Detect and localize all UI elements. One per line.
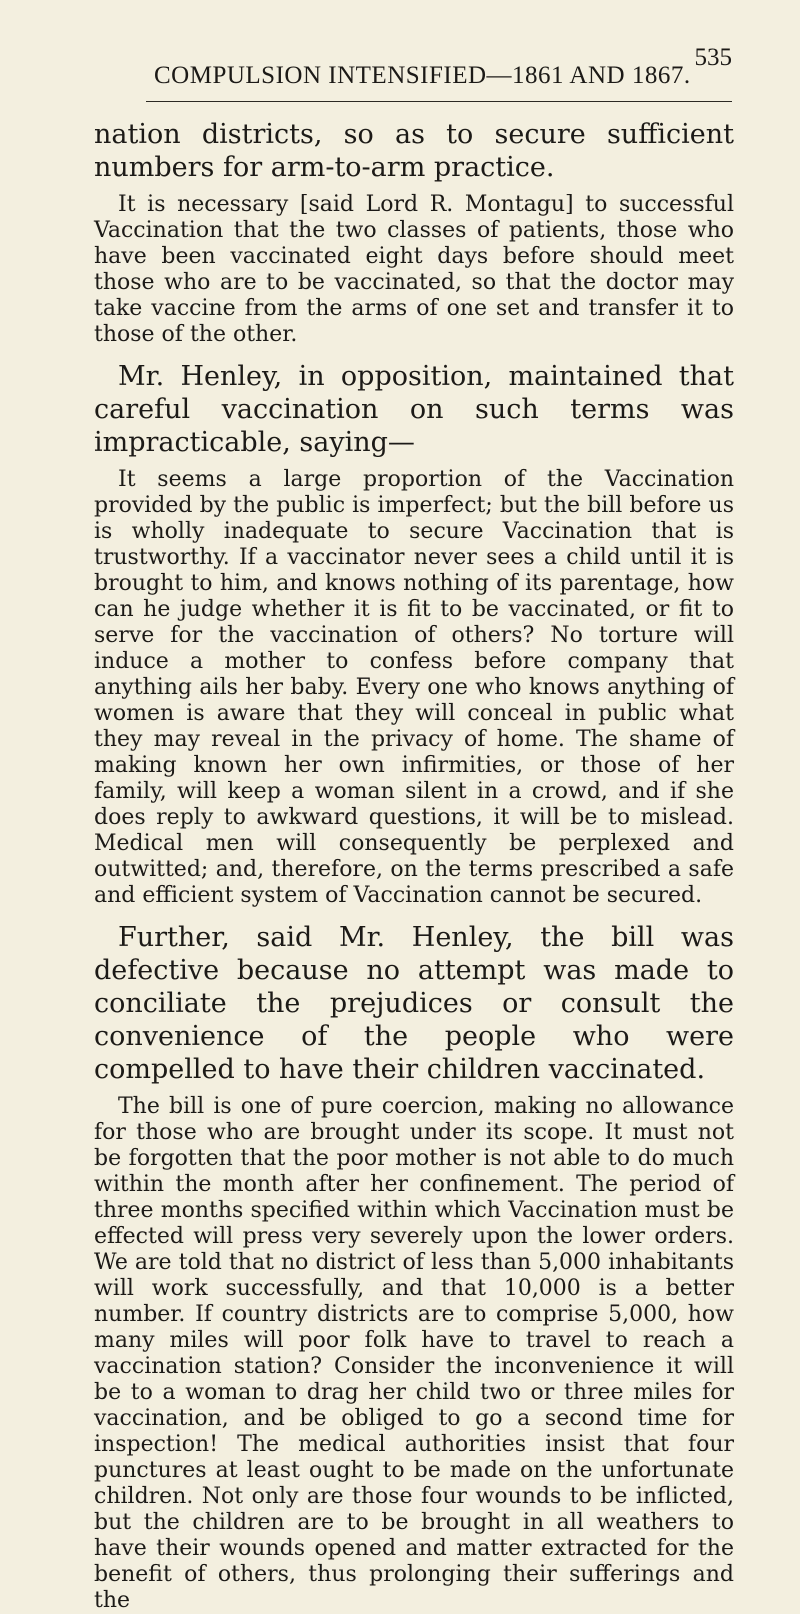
spacer [94,459,734,467]
header-rule [146,101,732,102]
quotation-henley-2: The bill is one of pure coercion, making no allowance for those who are brought under its scope. It must not be forgotten that the poor mother is not able to do much within the month after her confinement. The period of three months specified within which Vaccination must be effected will press very severely upon the lower orders. We are told that no district of less than 5,000 inhabitants will work successfully, and that 10,000 is a better number. If country districts are to comprise 5,000, how many miles will poor folk have to travel to reach a vaccination station? Consider the inconvenience it will be to a woman to drag her child two or three miles for vaccination, and be obliged to go a second time for inspection! The medical authorities insist that four punctures at least ought to be made on the unfortunate children. Not only are those four wounds to be inflicted, but the children are to be brought in all weathers to have their wounds opened and matter extracted for the benefit of others, thus prolonging their sufferings and the [94,1094,734,1613]
spacer [94,348,734,360]
spacer [94,909,734,921]
body-text [94,118,734,1614]
paragraph-henley-further: Further, said Mr. Henley, the bill was defective because no attempt was made to conciliate the prejudices or consult the convenience of the people who were compelled to have their children vaccinated. [94,922,734,1085]
paragraph-continuation: nation districts, so as to secure sufficient numbers for arm-to-arm practice. [94,119,734,183]
page-number: 535 [694,44,732,71]
running-title: COMPULSION INTENSIFIED—1861 AND 1867. [154,62,691,89]
page-header [94,0,732,96]
quotation-henley-1: It seems a large proportion of the Vaccination provided by the public is imperfect; but the bill before us is wholly inadequate to secure Vaccination that is trustworthy. If a vaccinator never sees a child until it is brought to him, and knows nothing of its parentage, how can he judge whether it is fit to be vaccinated, or fit to serve for the vaccination of others? No torture will induce a mother to confess before company that anything ails her baby. Every one who knows anything of women is aware that they will conceal in public what they may reveal in the privacy of home. The shame of making known her own infirmities, or those of her family, will keep a woman silent in a crowd, and if she does reply to awkward questions, it will be to mislead. Medical men will consequently be perplexed and outwitted; and, therefore, on the terms prescribed a safe and efficient system of Vaccination cannot be secured. [94,467,734,908]
spacer [94,184,734,192]
quotation-montagu: It is necessary [said Lord R. Montagu] to successful Vaccination that the two classes of patients, those who have been vaccinated eight days before should meet those who are to be vaccinated, so that the doctor may take vaccine from the arms of one set and transfer it to those of the other. [94,192,734,347]
spacer [94,1086,734,1094]
paragraph-henley-opposition: Mr. Henley, in opposition, maintained that careful vaccination on such terms was impracticable, saying— [94,361,734,458]
